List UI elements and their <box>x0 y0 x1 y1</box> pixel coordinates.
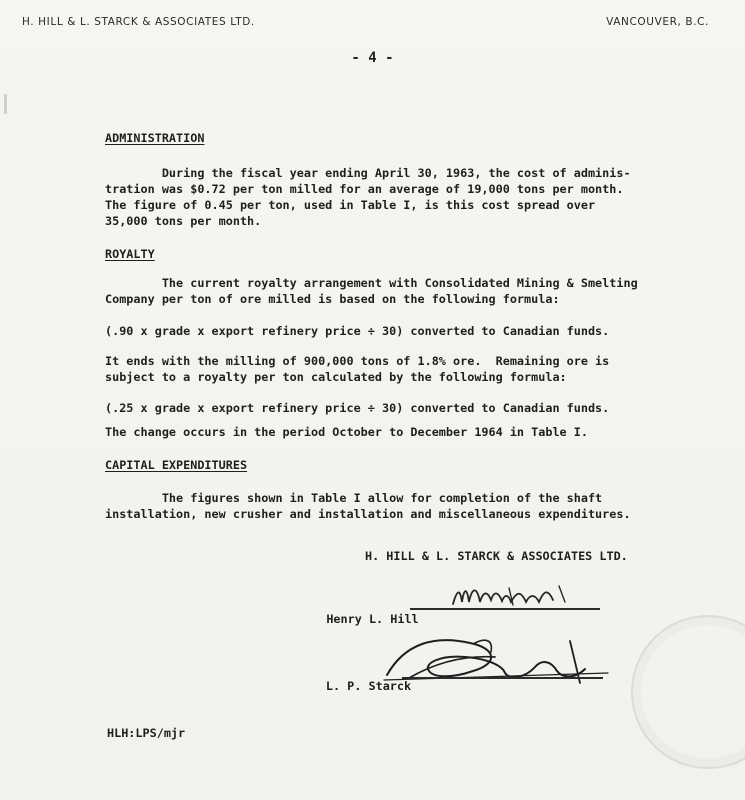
administration-line-4: 35,000 tons per month. <box>105 214 262 228</box>
administration-line-1: During the fiscal year ending April 30, 1963, the cost of adminis- <box>105 166 631 180</box>
royalty-formula-2: (.25 x grade x export refinery price ÷ 30) converted to Canadian funds. <box>105 401 610 415</box>
letterhead-company: H. HILL & L. STARCK & ASSOCIATES LTD. <box>22 16 255 28</box>
royalty-line-3: It ends with the milling of 900,000 tons of 1.8% ore. Remaining ore is <box>105 354 610 368</box>
royalty-line-4: subject to a royalty per ton calculated by the following formula: <box>105 370 567 384</box>
henry-signature <box>447 578 587 612</box>
section-heading-administration: ADMINISTRATION <box>105 131 205 145</box>
capital-expenditures-line-1: The figures shown in Table I allow for completion of the shaft <box>105 491 603 505</box>
royalty-line-5: The change occurs in the period October to December 1964 in Table I. <box>105 425 588 439</box>
section-heading-royalty: ROYALTY <box>105 247 155 261</box>
administration-line-3: The figure of 0.45 per ton, used in Table I, is this cost spread over <box>105 198 596 212</box>
signatory-name-starck: L. P. Starck <box>325 679 412 693</box>
page-number: - 4 - <box>351 50 394 66</box>
capital-expenditures-line-2: installation, new crusher and installation and miscellaneous expenditures. <box>105 507 631 521</box>
signatory-name-henry: Henry L. Hill <box>326 612 419 626</box>
signature-line-henry <box>410 608 600 610</box>
section-heading-capital-expenditures: CAPITAL EXPENDITURES <box>105 458 248 472</box>
royalty-line-1: The current royalty arrangement with Consolidated Mining & Smelting <box>105 276 638 290</box>
scan-mark <box>4 94 7 114</box>
royalty-formula-1: (.90 x grade x export refinery price ÷ 30) converted to Canadian funds. <box>105 324 610 338</box>
closing-company-name: H. HILL & L. STARCK & ASSOCIATES LTD. <box>365 549 628 563</box>
letterhead-location: VANCOUVER, B.C. <box>606 16 709 28</box>
reference-initials: HLH:LPS/mjr <box>107 726 186 740</box>
royalty-line-2: Company per ton of ore milled is based on the following formula: <box>105 292 560 306</box>
administration-line-2: tration was $0.72 per ton milled for an average of 19,000 tons per month. <box>105 182 624 196</box>
